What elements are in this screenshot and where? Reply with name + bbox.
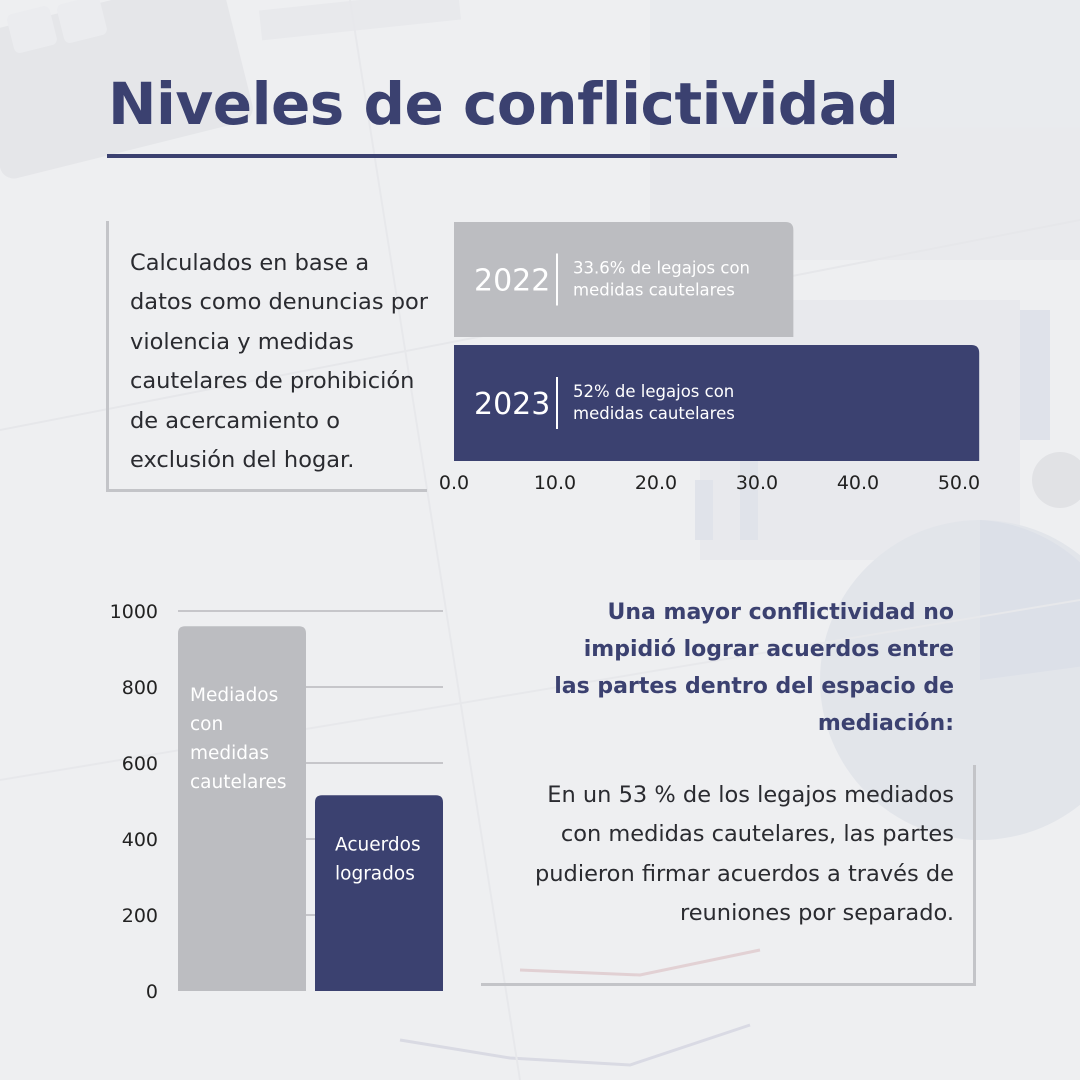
hbar-category-label: 2023 (474, 387, 551, 422)
y-tick-label: 800 (121, 677, 158, 699)
hbar-data-label: medidas cautelares (573, 280, 735, 300)
vbar-rect (315, 795, 443, 991)
vbar-label: Acuerdos (335, 834, 421, 856)
x-tick-label: 50.0 (937, 472, 981, 494)
vbar-label: medidas (190, 743, 270, 765)
x-tick-label: 40.0 (836, 472, 880, 494)
intro-text: Calculados en base a datos como denuncias por violencia y medidas cautelares de prohibición de acercamiento o exclusión del hogar. (130, 250, 428, 474)
vbar-mediados (178, 626, 306, 991)
y-tick-label: 1000 (109, 601, 158, 623)
hbar-data-label: medidas cautelares (573, 404, 735, 423)
callout-body: En un 53 % de los legajos mediados con medidas cautelares, las partes pudieron firmar acuerdos a través de reuniones por separado. (535, 782, 954, 927)
y-tick-label: 600 (121, 753, 158, 775)
y-tick-label: 0 (145, 981, 158, 1003)
vbar-label: Mediados (190, 685, 279, 707)
vbar-acuerdos (315, 795, 443, 991)
page-title: Niveles de conflictividad (108, 70, 899, 138)
x-tick-label: 10.0 (533, 472, 577, 494)
hbar-data-label: 52% de legajos con (573, 382, 735, 401)
vbar-rect (178, 626, 306, 991)
y-tick-label: 400 (121, 829, 158, 851)
vbar-label: logrados (335, 863, 415, 885)
y-tick-label: 200 (121, 905, 158, 927)
vbar-label: con (190, 714, 224, 736)
hbar-category-label: 2022 (474, 263, 551, 299)
x-tick-label: 30.0 (735, 472, 779, 494)
x-tick-label: 0.0 (438, 472, 470, 494)
vbar-label: cautelares (190, 772, 287, 794)
callout-title: Una mayor conflictividad no impidió lograr acuerdos entre las partes dentro del espacio de mediación: (554, 600, 954, 736)
hbar-data-label: 33.6% de legajos con (573, 258, 750, 278)
x-tick-label: 20.0 (634, 472, 678, 494)
